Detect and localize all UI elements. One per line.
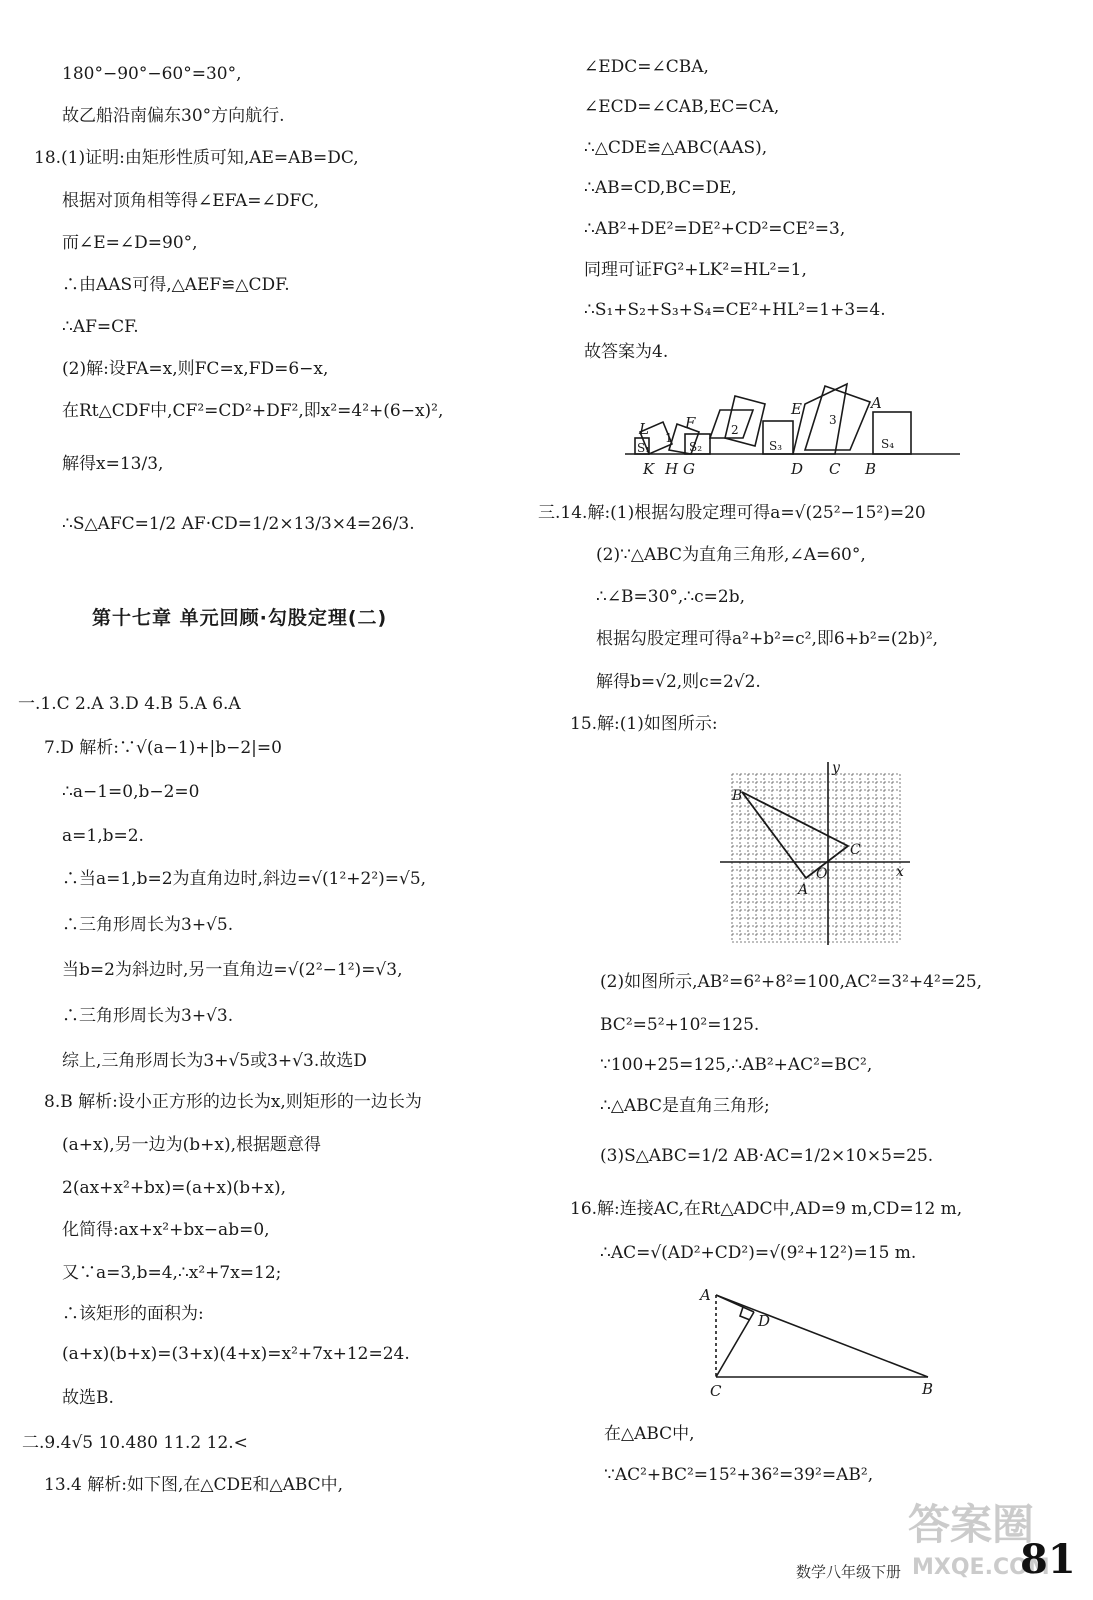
text-line: 16.解:连接AC,在Rt△ADC中,AD=9 m,CD=12 m, xyxy=(570,1199,963,1219)
text-line: ∴△ABC是直角三角形; xyxy=(600,1096,770,1116)
label-D: D xyxy=(758,1312,771,1330)
text-line: ∴S△AFC=1/2 AF·CD=1/2×13/3×4=26/3. xyxy=(62,514,415,534)
text-line: ∴△CDE≌△ABC(AAS), xyxy=(584,138,768,158)
text-line: 18.(1)证明:由矩形性质可知,AE=AB=DC, xyxy=(34,148,359,168)
label-B: B xyxy=(732,788,743,804)
text-line: 解得b=√2,则c=2√2. xyxy=(596,672,761,692)
text-line: (2)解:设FA=x,则FC=x,FD=6−x, xyxy=(62,359,329,379)
text-line: ∴AC=√(AD²+CD²)=√(9²+12²)=15 m. xyxy=(600,1243,917,1263)
text-line: ∵100+25=125,∴AB²+AC²=BC², xyxy=(600,1055,873,1075)
label-D: D xyxy=(791,460,804,478)
text-line: 根据对顶角相等得∠EFA=∠DFC, xyxy=(62,191,319,211)
label-K: K xyxy=(643,460,655,478)
text-line: (2)如图所示,AB²=6²+8²=100,AC²=3²+4²=25, xyxy=(600,972,983,992)
watermark-url: MXQE.COM xyxy=(912,1555,1050,1580)
text-line: BC²=5²+10²=125. xyxy=(600,1015,760,1035)
label-A: A xyxy=(871,394,882,412)
text-line: ∴该矩形的面积为: xyxy=(62,1304,204,1324)
text-line: 根据勾股定理可得a²+b²=c²,即6+b²=(2b)², xyxy=(596,629,939,649)
text-line: ∴AF=CF. xyxy=(62,317,139,337)
triangle-figure xyxy=(696,1280,946,1400)
axis-x-label: x xyxy=(896,864,904,880)
text-line: 在Rt△CDF中,CF²=CD²+DF²,即x²=4²+(6−x)², xyxy=(62,401,444,421)
text-line: 180°−90°−60°=30°, xyxy=(62,64,242,84)
label-S2: S₂ xyxy=(689,440,703,454)
text-line: (a+x),另一边为(b+x),根据题意得 xyxy=(62,1135,322,1155)
label-A: A xyxy=(798,882,809,898)
text-line: ∴AB²+DE²=DE²+CD²=CE²=3, xyxy=(584,219,846,239)
text-line: a=1,b=2. xyxy=(62,826,144,846)
text-line: ∴三角形周长为3+√5. xyxy=(62,915,234,935)
text-line: ∴AB=CD,BC=DE, xyxy=(584,178,737,198)
text-line: ∴a−1=0,b−2=0 xyxy=(62,782,200,802)
label-A: A xyxy=(700,1286,711,1304)
text-line: 2(ax+x²+bx)=(a+x)(b+x), xyxy=(62,1178,287,1198)
label-1: 1 xyxy=(665,431,673,445)
text-line: ∴S₁+S₂+S₃+S₄=CE²+HL²=1+3=4. xyxy=(584,300,886,320)
text-line: ∴三角形周长为3+√3. xyxy=(62,1006,234,1026)
text-line: 同理可证FG²+LK²=HL²=1, xyxy=(584,260,807,280)
chapter-title: 第十七章 单元回顾·勾股定理(二) xyxy=(92,607,388,629)
text-line: 解得x=13/3, xyxy=(62,454,164,474)
squares-figure xyxy=(625,376,965,482)
text-line: (3)S△ABC=1/2 AB·AC=1/2×10×5=25. xyxy=(600,1146,934,1166)
text-line: ∴∠B=30°,∴c=2b, xyxy=(596,587,746,607)
text-line: 故答案为4. xyxy=(584,342,669,362)
text-line: 7.D 解析:∵√(a−1)+|b−2|=0 xyxy=(44,738,282,758)
text-line: 故选B. xyxy=(62,1388,114,1408)
text-line: 又∵a=3,b=4,∴x²+7x=12; xyxy=(62,1263,282,1283)
label-F: F xyxy=(685,414,696,432)
text-line: 在△ABC中, xyxy=(604,1424,695,1444)
label-C: C xyxy=(850,842,861,858)
watermark-logo: 答案圈 xyxy=(908,1500,1035,1549)
label-O: O xyxy=(816,866,828,882)
page-number: 81 xyxy=(1020,1536,1076,1583)
label-B: B xyxy=(922,1380,934,1398)
label-S3: S₃ xyxy=(769,439,783,453)
text-line: ∠EDC=∠CBA, xyxy=(584,57,709,77)
text-line: ∴当a=1,b=2为直角边时,斜边=√(1²+2²)=√5, xyxy=(62,869,427,889)
text-line: 当b=2为斜边时,另一直角边=√(2²−1²)=√3, xyxy=(62,960,403,980)
label-S1: S₁ xyxy=(637,441,651,455)
text-line: 综上,三角形周长为3+√5或3+√3.故选D xyxy=(62,1051,367,1071)
text-line: ∠ECD=∠CAB,EC=CA, xyxy=(584,97,780,117)
label-3: 3 xyxy=(829,413,837,427)
grid-figure xyxy=(720,760,920,950)
label-B: B xyxy=(865,460,877,478)
label-G: G xyxy=(683,460,695,478)
text-line: ∴由AAS可得,△AEF≌△CDF. xyxy=(62,275,290,295)
text-line: 故乙船沿南偏东30°方向航行. xyxy=(62,106,285,126)
text-line: ∵AC²+BC²=15²+36²=39²=AB², xyxy=(604,1465,874,1485)
text-line: 化简得:ax+x²+bx−ab=0, xyxy=(62,1220,270,1240)
text-line: 一.1.C 2.A 3.D 4.B 5.A 6.A xyxy=(18,694,241,714)
footer-book-title: 数学八年级下册 xyxy=(796,1563,902,1581)
text-line: 8.B 解析:设小正方形的边长为x,则矩形的一边长为 xyxy=(44,1092,422,1112)
text-line: (a+x)(b+x)=(3+x)(4+x)=x²+7x+12=24. xyxy=(62,1344,410,1364)
text-line: 15.解:(1)如图所示: xyxy=(570,714,718,734)
label-C: C xyxy=(829,460,841,478)
label-L: L xyxy=(639,420,649,438)
label-S4: S₄ xyxy=(881,437,895,451)
label-H: H xyxy=(665,460,679,478)
text-line: 而∠E=∠D=90°, xyxy=(62,233,198,253)
label-C: C xyxy=(710,1382,722,1400)
text-line: 13.4 解析:如下图,在△CDE和△ABC中, xyxy=(44,1475,344,1495)
axis-y-label: y xyxy=(832,760,840,776)
text-line: (2)∵△ABC为直角三角形,∠A=60°, xyxy=(596,545,866,565)
label-2: 2 xyxy=(731,423,739,437)
text-line: 三.14.解:(1)根据勾股定理可得a=√(25²−15²)=20 xyxy=(538,503,926,523)
label-E: E xyxy=(791,400,802,418)
text-line: 二.9.4√5 10.480 11.2 12.< xyxy=(22,1433,248,1453)
